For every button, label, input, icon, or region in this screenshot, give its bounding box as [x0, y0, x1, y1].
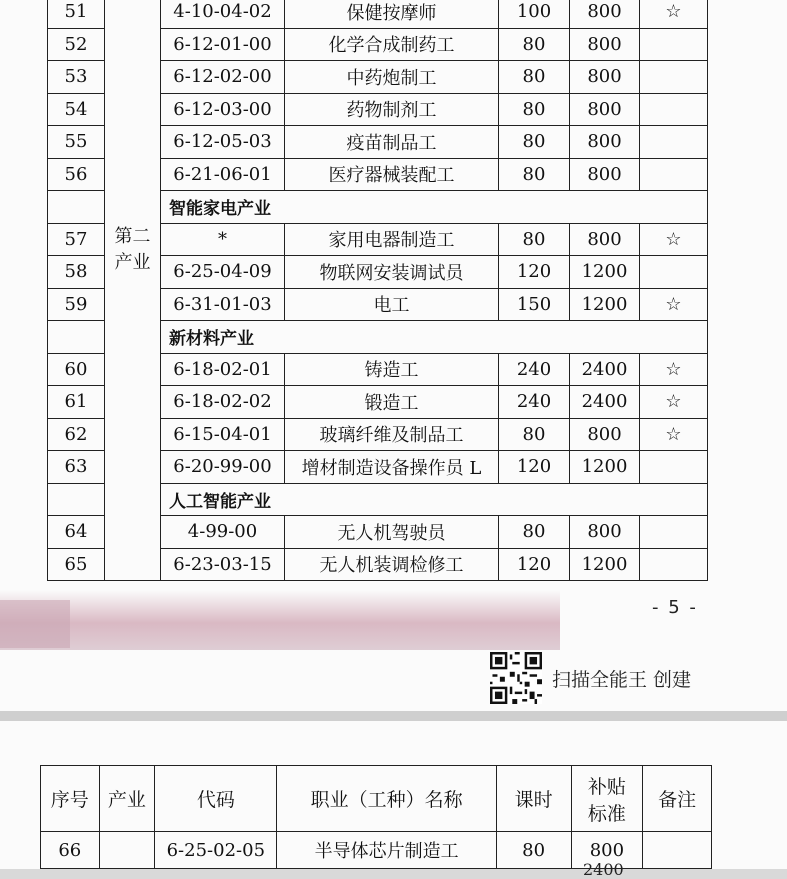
qr-code-icon — [490, 652, 542, 704]
note-cell — [640, 256, 708, 289]
code-cell: 4-99-00 — [161, 516, 285, 549]
subsidy-cell: 800 — [570, 418, 640, 451]
seq-cell: 51 — [48, 0, 105, 28]
seq-cell: 58 — [48, 256, 105, 289]
seq-cell: 66 — [41, 832, 100, 869]
section-title-ai: 人工智能产业 — [161, 483, 708, 516]
code-cell: 6-18-02-01 — [161, 353, 285, 386]
hours-cell: 150 — [499, 288, 570, 321]
header-hours: 课时 — [496, 766, 571, 832]
note-cell — [640, 516, 708, 549]
header-subsidy-line2: 标准 — [587, 802, 626, 825]
name-cell: 无人机装调检修工 — [285, 548, 499, 581]
industry-cell — [99, 832, 155, 869]
hours-cell: 100 — [499, 0, 570, 28]
name-cell: 锻造工 — [285, 386, 499, 419]
industry-label-line2: 产业 — [114, 252, 151, 273]
hours-cell: 80 — [499, 516, 570, 549]
hours-cell: 240 — [499, 386, 570, 419]
name-cell: 玻璃纤维及制品工 — [285, 418, 499, 451]
name-cell: 药物制剂工 — [285, 93, 499, 126]
hours-cell: 240 — [499, 353, 570, 386]
name-cell: 医疗器械装配工 — [285, 158, 499, 191]
hours-cell: 80 — [499, 158, 570, 191]
name-cell: 化学合成制药工 — [285, 28, 499, 61]
code-cell: 6-12-05-03 — [161, 126, 285, 159]
hours-cell: 80 — [499, 126, 570, 159]
subsidy-cell: 800 — [571, 832, 643, 869]
subsidy-cell: 2400 — [570, 386, 640, 419]
seq-cell: 54 — [48, 93, 105, 126]
note-cell — [643, 832, 712, 869]
seq-cell: 52 — [48, 28, 105, 61]
scan-shadow — [0, 590, 560, 650]
name-cell: 半导体芯片制造工 — [277, 832, 496, 869]
note-cell: ☆ — [640, 418, 708, 451]
name-cell: 家用电器制造工 — [285, 223, 499, 256]
seq-cell: 53 — [48, 61, 105, 94]
subsidy-cell: 2400 — [570, 353, 640, 386]
code-cell: 6-18-02-02 — [161, 386, 285, 419]
table-row — [48, 0, 708, 28]
seq-cell: 61 — [48, 386, 105, 419]
subsidy-cell: 1200 — [570, 256, 640, 289]
seq-cell: 62 — [48, 418, 105, 451]
code-cell: 6-12-03-00 — [161, 93, 285, 126]
note-cell: ☆ — [640, 223, 708, 256]
name-cell: 疫苗制品工 — [285, 126, 499, 159]
page-separator — [0, 711, 787, 721]
name-cell: 物联网安装调试员 — [285, 256, 499, 289]
hours-cell: 80 — [499, 223, 570, 256]
note-cell: ☆ — [640, 386, 708, 419]
header-note: 备注 — [643, 766, 712, 832]
subsidy-cell: 1200 — [570, 548, 640, 581]
occupation-subsidy-table — [47, 0, 708, 581]
industry-cell — [105, 0, 161, 581]
code-cell: 6-25-02-05 — [155, 832, 277, 869]
name-cell: 铸造工 — [285, 353, 499, 386]
seq-cell: 64 — [48, 516, 105, 549]
note-cell — [640, 93, 708, 126]
seq-cell-empty — [48, 191, 105, 224]
header-code: 代码 — [155, 766, 277, 832]
name-cell: 增材制造设备操作员 L — [285, 451, 499, 484]
hours-cell: 120 — [499, 256, 570, 289]
code-cell: * — [161, 223, 285, 256]
scan-shadow-corner — [0, 600, 70, 648]
note-cell — [640, 126, 708, 159]
header-row — [41, 766, 712, 832]
code-cell: 6-15-04-01 — [161, 418, 285, 451]
hours-cell: 80 — [499, 93, 570, 126]
occupation-subsidy-table-continued — [40, 765, 712, 869]
code-cell: 6-12-01-00 — [161, 28, 285, 61]
hours-cell: 80 — [496, 832, 571, 869]
seq-cell: 65 — [48, 548, 105, 581]
seq-cell: 56 — [48, 158, 105, 191]
section-title-smart-home: 智能家电产业 — [161, 191, 708, 224]
note-cell: ☆ — [640, 288, 708, 321]
note-cell: ☆ — [640, 353, 708, 386]
code-cell: 6-21-06-01 — [161, 158, 285, 191]
name-cell: 电工 — [285, 288, 499, 321]
note-cell — [640, 158, 708, 191]
header-industry: 产业 — [99, 766, 155, 832]
note-cell — [640, 28, 708, 61]
code-cell: 4-10-04-02 — [161, 0, 285, 28]
name-cell: 保健按摩师 — [285, 0, 499, 28]
seq-cell-empty — [48, 483, 105, 516]
hours-cell: 80 — [499, 28, 570, 61]
seq-cell: 59 — [48, 288, 105, 321]
subsidy-cell: 800 — [570, 93, 640, 126]
seq-cell: 55 — [48, 126, 105, 159]
note-cell — [640, 548, 708, 581]
note-cell: ☆ — [640, 0, 708, 28]
subsidy-cell: 800 — [570, 516, 640, 549]
header-subsidy — [571, 766, 643, 832]
industry-label-line1: 第二 — [114, 226, 151, 247]
subsidy-cell: 800 — [570, 61, 640, 94]
page-number: - 5 - — [652, 597, 698, 618]
seq-cell: 63 — [48, 451, 105, 484]
hours-cell: 120 — [499, 548, 570, 581]
hours-cell: 80 — [499, 61, 570, 94]
subsidy-cell: 800 — [570, 158, 640, 191]
code-cell: 6-25-04-09 — [161, 256, 285, 289]
subsidy-cell: 800 — [570, 126, 640, 159]
note-cell — [640, 451, 708, 484]
scanner-label: 扫描全能王 创建 — [552, 668, 692, 691]
seq-cell-empty — [48, 321, 105, 354]
seq-cell: 60 — [48, 353, 105, 386]
name-cell: 无人机驾驶员 — [285, 516, 499, 549]
subsidy-cell: 1200 — [570, 451, 640, 484]
header-seq: 序号 — [41, 766, 100, 832]
hours-cell: 80 — [499, 418, 570, 451]
subsidy-cell: 1200 — [570, 288, 640, 321]
code-cell: 6-23-03-15 — [161, 548, 285, 581]
code-cell: 6-12-02-00 — [161, 61, 285, 94]
code-cell: 6-31-01-03 — [161, 288, 285, 321]
section-title-new-material: 新材料产业 — [161, 321, 708, 354]
name-cell: 中药炮制工 — [285, 61, 499, 94]
subsidy-cell: 800 — [570, 0, 640, 28]
hours-cell: 120 — [499, 451, 570, 484]
scanner-watermark — [490, 651, 691, 705]
cut-off-value: 2400 — [583, 860, 624, 879]
header-name: 职业（工种）名称 — [277, 766, 496, 832]
seq-cell: 57 — [48, 223, 105, 256]
subsidy-cell: 800 — [570, 223, 640, 256]
subsidy-cell: 800 — [570, 28, 640, 61]
note-cell — [640, 61, 708, 94]
code-cell: 6-20-99-00 — [161, 451, 285, 484]
header-subsidy-line1: 补贴 — [587, 775, 626, 798]
